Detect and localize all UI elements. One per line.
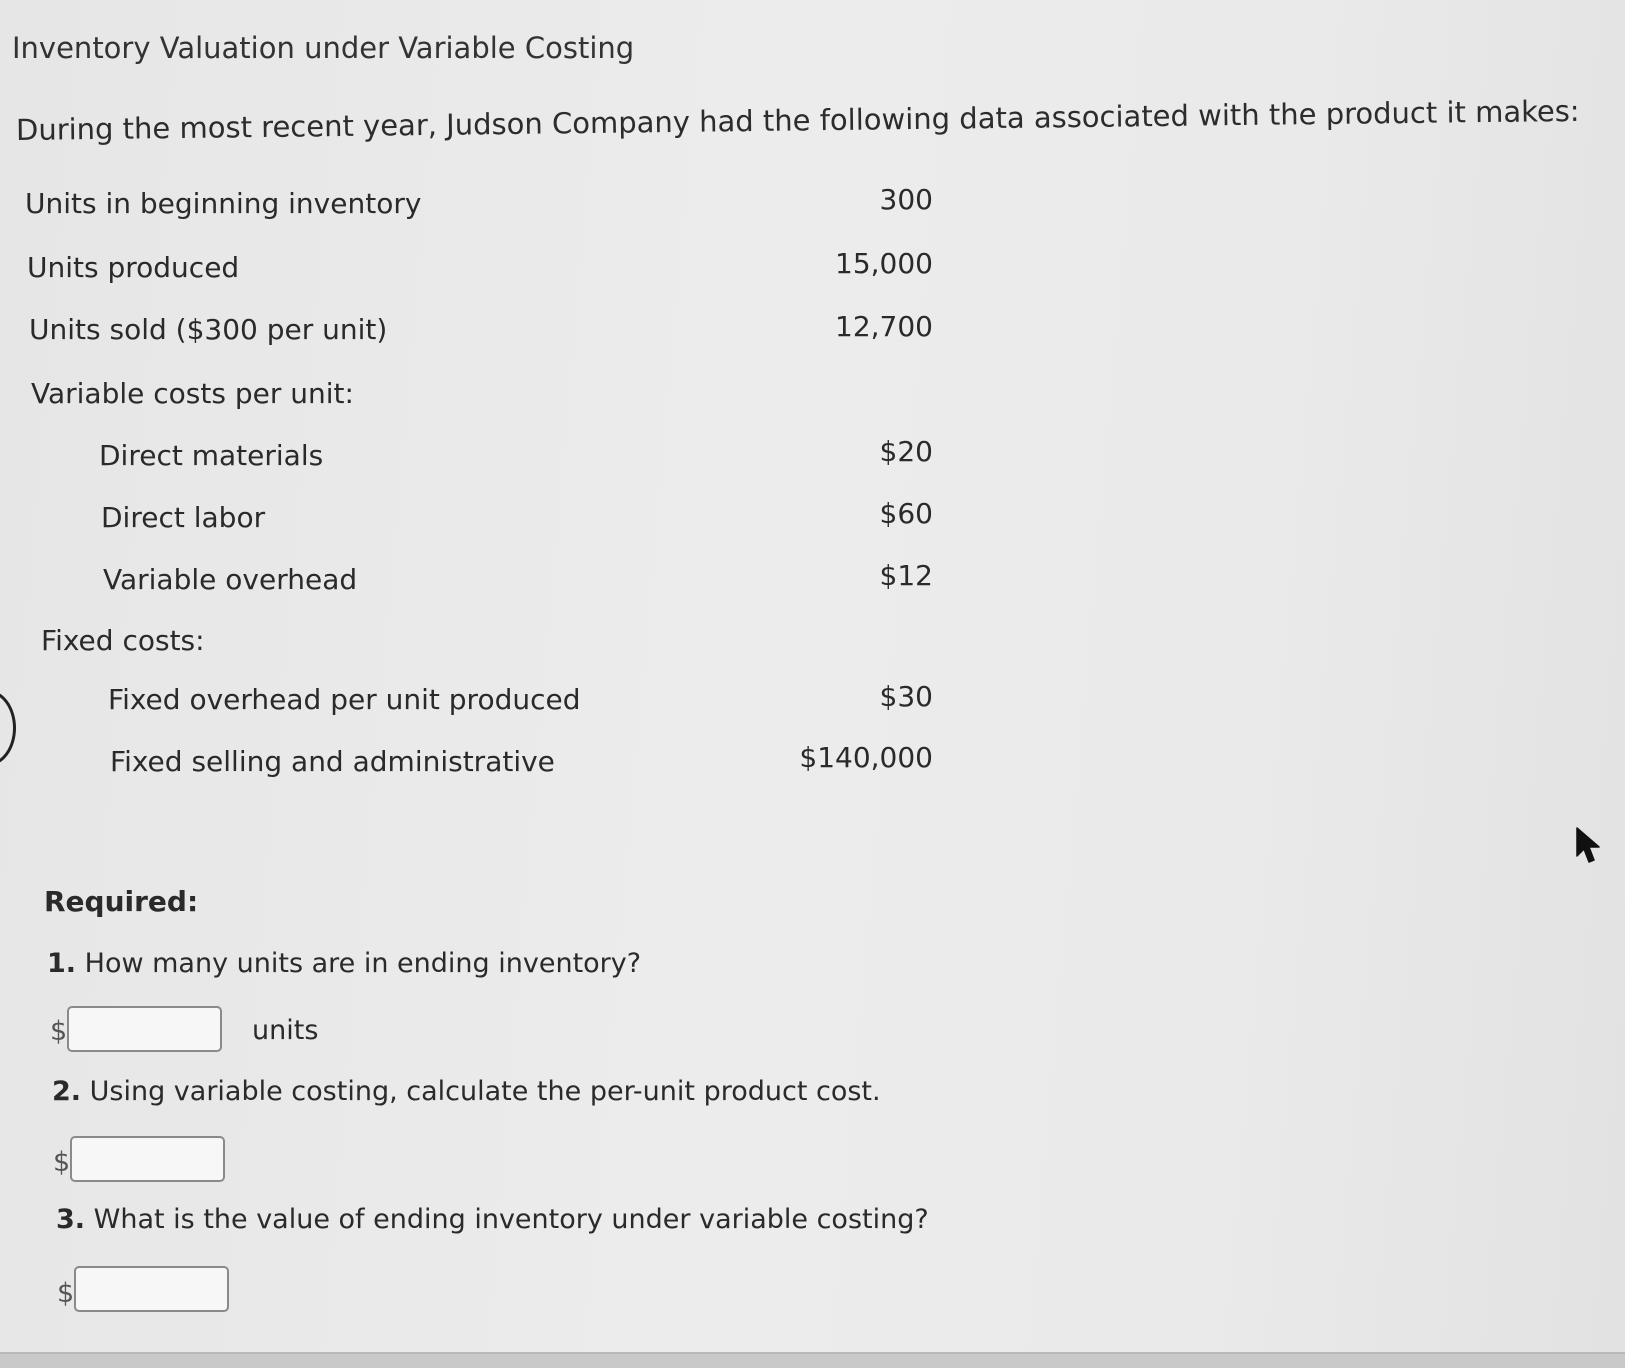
row-value-fixed-selling-admin: $140,000 (799, 741, 933, 774)
question-3-text: What is the value of ending inventory under variable costing? (93, 1204, 929, 1235)
row-label-variable-costs-header: Variable costs per unit: (31, 377, 354, 410)
page-title: Inventory Valuation under Variable Costing (12, 31, 635, 65)
question-3-answer-input[interactable] (74, 1266, 229, 1312)
row-label-beginning-inventory: Units in beginning inventory (25, 187, 422, 220)
row-label-direct-labor: Direct labor (101, 501, 266, 534)
question-2-answer-input[interactable] (70, 1136, 225, 1182)
row-label-direct-materials: Direct materials (99, 439, 324, 472)
row-label-units-produced: Units produced (27, 251, 240, 284)
row-value-units-produced: 15,000 (835, 247, 933, 280)
question-1 (47, 950, 641, 977)
row-value-units-sold: 12,700 (835, 310, 933, 343)
question-1-number: 1. (47, 948, 77, 979)
row-label-fixed-costs-header: Fixed costs: (41, 624, 205, 657)
question-2 (52, 1078, 881, 1105)
mouse-pointer-icon (1574, 826, 1604, 866)
question-3-number: 3. (56, 1204, 86, 1235)
row-value-beginning-inventory: 300 (879, 183, 933, 216)
question-1-dollar-sign: $ (50, 1016, 68, 1047)
question-1-answer-input[interactable] (67, 1006, 222, 1052)
left-edge-arc (0, 690, 16, 766)
required-heading: Required: (44, 885, 199, 918)
row-value-fixed-overhead: $30 (879, 680, 933, 713)
question-3 (56, 1206, 929, 1233)
question-2-text: Using variable costing, calculate the per-unit product cost. (89, 1076, 881, 1107)
row-label-fixed-selling-admin: Fixed selling and administrative (110, 745, 555, 778)
row-label-variable-overhead: Variable overhead (103, 563, 358, 596)
question-1-text: How many units are in ending inventory? (84, 948, 642, 979)
question-2-dollar-sign: $ (53, 1147, 71, 1178)
question-1-units-label: units (252, 1015, 319, 1046)
row-value-variable-overhead: $12 (879, 559, 933, 592)
row-value-direct-labor: $60 (879, 497, 933, 530)
problem-intro: During the most recent year, Judson Company had the following data associated with the product it makes: (15, 93, 1580, 147)
question-2-number: 2. (52, 1076, 82, 1107)
row-label-units-sold: Units sold ($300 per unit) (29, 313, 388, 346)
row-label-fixed-overhead: Fixed overhead per unit produced (108, 683, 581, 716)
question-3-dollar-sign: $ (57, 1278, 75, 1309)
row-value-direct-materials: $20 (879, 435, 933, 468)
